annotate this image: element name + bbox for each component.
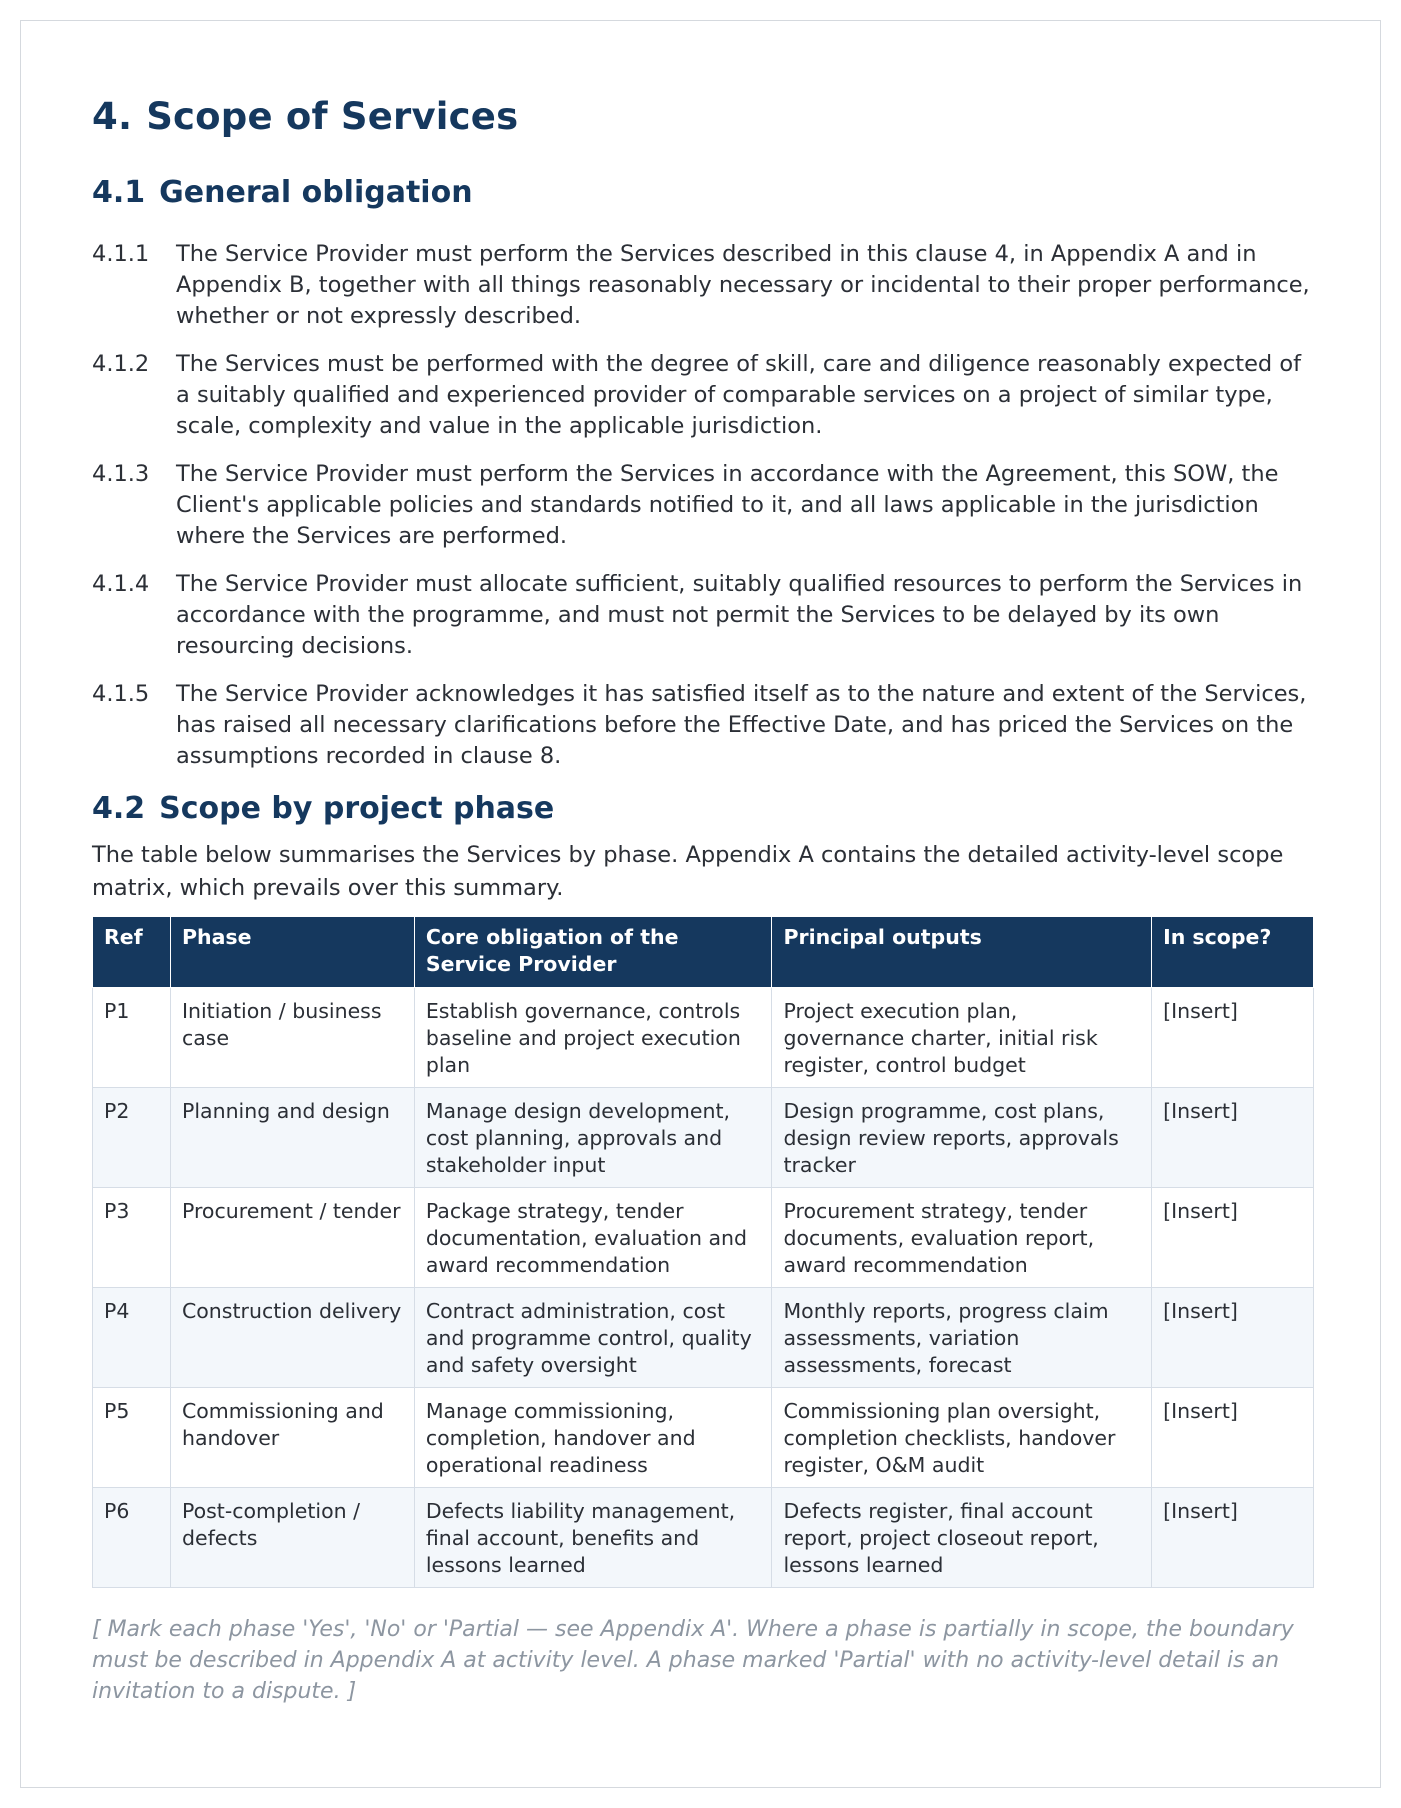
cell-core-obligation: Contract administration, cost and programme control, quality and safety oversight: [414, 1288, 772, 1388]
cell-ref: P2: [93, 1088, 171, 1188]
table-row: [93, 1088, 1314, 1188]
cell-in-scope: [Insert]: [1152, 988, 1314, 1088]
clause-number: 4.1.3: [92, 461, 150, 487]
table-row: [93, 1388, 1314, 1488]
cell-in-scope: [Insert]: [1152, 1188, 1314, 1288]
clause-text: The Services must be performed with the degree of skill, care and diligence reasonably expected of a suitably qualified and experienced provider of comparable services on a project of similar type, scale, complexity and value in the applicable jurisdiction.: [176, 351, 1302, 439]
subsection-title: Scope by project phase: [159, 791, 555, 826]
cell-core-obligation: Manage design development, cost planning, approvals and stakeholder input: [414, 1088, 772, 1188]
cell-phase: Construction delivery: [170, 1288, 414, 1388]
cell-phase: Procurement / tender: [170, 1188, 414, 1288]
document-page: [20, 20, 1381, 1788]
subsection-title: General obligation: [159, 175, 473, 210]
cell-in-scope: [Insert]: [1152, 1288, 1314, 1388]
cell-ref: P6: [93, 1488, 171, 1588]
cell-in-scope: [Insert]: [1152, 1388, 1314, 1488]
column-header-principal-outputs: Principal outputs: [772, 917, 1152, 988]
cell-core-obligation: Package strategy, tender documentation, evaluation and award recommendation: [414, 1188, 772, 1288]
subsection-number: 4.2: [92, 791, 146, 826]
column-header-phase: Phase: [170, 917, 414, 988]
cell-phase: Planning and design: [170, 1088, 414, 1188]
cell-principal-outputs: Procurement strategy, tender documents, evaluation report, award recommendation: [772, 1188, 1152, 1288]
table-intro: The table below summarises the Services by phase. Appendix A contains the detailed activity-level scope matrix, which prevails over this summary.: [92, 842, 1284, 901]
column-header-ref: Ref: [93, 917, 171, 988]
clause-number: 4.1.5: [92, 681, 150, 707]
cell-ref: P1: [93, 988, 171, 1088]
cell-principal-outputs: Design programme, cost plans, design review reports, approvals tracker: [772, 1088, 1152, 1188]
cell-phase: Post-completion / defects: [170, 1488, 414, 1588]
cell-in-scope: [Insert]: [1152, 1488, 1314, 1588]
cell-core-obligation: Defects liability management, final account, benefits and lessons learned: [414, 1488, 772, 1588]
table-row: [93, 1488, 1314, 1588]
table-row: [93, 1188, 1314, 1288]
subsection-heading-4-2: [92, 791, 554, 826]
section-heading: [92, 95, 518, 138]
cell-core-obligation: Establish governance, controls baseline and project execution plan: [414, 988, 772, 1088]
subsection-heading-4-1: [92, 175, 473, 210]
cell-in-scope: [Insert]: [1152, 1088, 1314, 1188]
section-number: 4.: [92, 95, 133, 138]
column-header-core-obligation: Core obligation of the Service Provider: [414, 917, 772, 988]
cell-principal-outputs: Monthly reports, progress claim assessments, variation assessments, forecast: [772, 1288, 1152, 1388]
cell-ref: P3: [93, 1188, 171, 1288]
table-row: [93, 988, 1314, 1088]
drafting-note: [ Mark each phase 'Yes', 'No' or 'Partial — see Appendix A'. Where a phase is partially in scope, the boundary must be described in Appendix A at activity level. A phase marked 'Partial' with no activity-level detail is an invitation to a dispute. ]: [92, 1617, 1294, 1704]
clause-number: 4.1.1: [92, 241, 150, 267]
subsection-number: 4.1: [92, 175, 146, 210]
cell-phase: Initiation / business case: [170, 988, 414, 1088]
clause-number: 4.1.4: [92, 571, 150, 597]
cell-principal-outputs: Defects register, final account report, project closeout report, lessons learned: [772, 1488, 1152, 1588]
section-title: Scope of Services: [146, 95, 519, 138]
scope-table: [92, 916, 1314, 1588]
cell-principal-outputs: Commissioning plan oversight, completion checklists, handover register, O&M audit: [772, 1388, 1152, 1488]
cell-phase: Commissioning and handover: [170, 1388, 414, 1488]
cell-ref: P4: [93, 1288, 171, 1388]
clause-text: The Service Provider must perform the Services described in this clause 4, in Appendix A and in Appendix B, together with all things reasonably necessary or incidental to their proper performance, whether or not expressly described.: [176, 241, 1310, 329]
clause-text: The Service Provider must allocate sufficient, suitably qualified resources to perform the Services in accordance with the programme, and must not permit the Services to be delayed by its own resourcing decisions.: [176, 571, 1303, 659]
cell-ref: P5: [93, 1388, 171, 1488]
column-header-in-scope: In scope?: [1152, 917, 1314, 988]
table-row: [93, 1288, 1314, 1388]
cell-principal-outputs: Project execution plan, governance charter, initial risk register, control budget: [772, 988, 1152, 1088]
table-header-row: [93, 917, 1314, 988]
cell-core-obligation: Manage commissioning, completion, handover and operational readiness: [414, 1388, 772, 1488]
clause-number: 4.1.2: [92, 351, 150, 377]
clause-text: The Service Provider must perform the Services in accordance with the Agreement, this SOW, the Client's applicable policies and standards notified to it, and all laws applicable in the jurisdiction where the Services are performed.: [176, 461, 1279, 549]
clause-text: The Service Provider acknowledges it has satisfied itself as to the nature and extent of the Services, has raised all necessary clarifications before the Effective Date, and has priced the Services on the assumptions recorded in clause 8.: [176, 681, 1307, 769]
